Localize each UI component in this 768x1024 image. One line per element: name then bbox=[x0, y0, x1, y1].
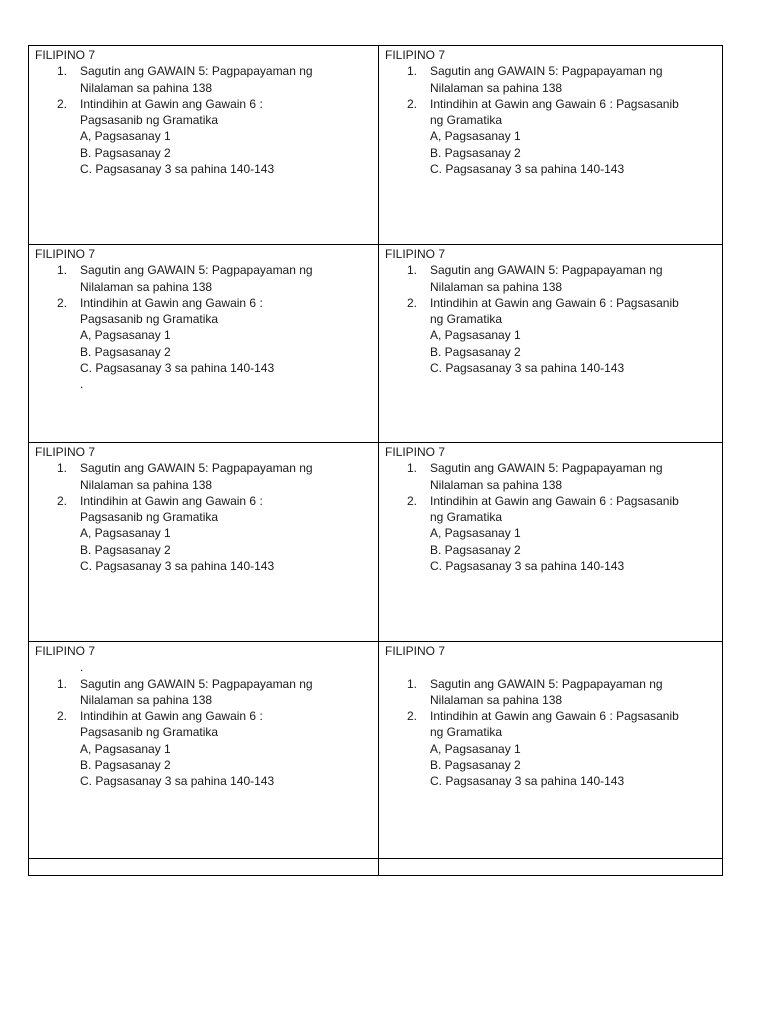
task-text: Pagsasanib ng Gramatika bbox=[80, 725, 219, 740]
exercise-line: C. Pagsasanay 3 sa pahina 140-143 bbox=[430, 361, 625, 376]
task-number: 1. bbox=[57, 64, 68, 79]
card-title: FILIPINO 7 bbox=[385, 48, 446, 62]
task-text: Nilalaman sa pahina 138 bbox=[430, 692, 563, 707]
task-item bbox=[385, 708, 716, 741]
task-text: Sagutin ang GAWAIN 5: Pagpapayaman ng bbox=[80, 676, 313, 691]
exercise-line: C. Pagsasanay 3 sa pahina 140-143 bbox=[430, 774, 625, 789]
task-list bbox=[35, 460, 372, 525]
task-number: 2. bbox=[57, 709, 68, 724]
task-text: Intindihin at Gawin ang Gawain 6 : Pagsasanib bbox=[430, 493, 679, 508]
empty-cell bbox=[29, 859, 379, 876]
exercise-line: C. Pagsasanay 3 sa pahina 140-143 bbox=[80, 774, 275, 789]
task-text: Intindihin at Gawin ang Gawain 6 : bbox=[80, 709, 263, 724]
task-item bbox=[35, 262, 372, 295]
exercise-line: B. Pagsasanay 2 bbox=[430, 542, 521, 557]
task-item bbox=[35, 676, 372, 709]
card-title: FILIPINO 7 bbox=[35, 644, 96, 658]
instruction-card bbox=[379, 443, 723, 642]
task-text: Sagutin ang GAWAIN 5: Pagpapayaman ng bbox=[430, 461, 663, 476]
task-text: Nilalaman sa pahina 138 bbox=[430, 279, 563, 294]
task-list bbox=[35, 262, 372, 327]
exercise-line: B. Pagsasanay 2 bbox=[430, 344, 521, 359]
exercise-line: A, Pagsasanay 1 bbox=[430, 741, 521, 756]
task-number: 2. bbox=[407, 295, 418, 310]
task-text: Sagutin ang GAWAIN 5: Pagpapayaman ng bbox=[80, 64, 313, 79]
task-number: 2. bbox=[407, 493, 418, 508]
exercise-line: A, Pagsasanay 1 bbox=[430, 526, 521, 541]
task-text: Nilalaman sa pahina 138 bbox=[430, 477, 563, 492]
task-text: Intindihin at Gawin ang Gawain 6 : Pagsasanib bbox=[430, 709, 679, 724]
task-text: Nilalaman sa pahina 138 bbox=[430, 80, 563, 95]
task-text: Intindihin at Gawin ang Gawain 6 : bbox=[80, 96, 263, 111]
instruction-card bbox=[29, 46, 379, 245]
task-text: ng Gramatika bbox=[430, 113, 503, 128]
task-list bbox=[385, 262, 716, 327]
task-text: Intindihin at Gawin ang Gawain 6 : bbox=[80, 493, 263, 508]
instruction-card bbox=[379, 46, 723, 245]
task-text: Intindihin at Gawin ang Gawain 6 : Pagsasanib bbox=[430, 96, 679, 111]
task-list bbox=[385, 63, 716, 128]
leading-dot: . bbox=[80, 660, 84, 675]
task-item bbox=[385, 96, 716, 129]
task-number: 1. bbox=[57, 461, 68, 476]
task-item bbox=[385, 63, 716, 96]
exercise-line: C. Pagsasanay 3 sa pahina 140-143 bbox=[430, 162, 625, 177]
task-text: Intindihin at Gawin ang Gawain 6 : Pagsasanib bbox=[430, 295, 679, 310]
exercise-line: B. Pagsasanay 2 bbox=[430, 145, 521, 160]
task-number: 2. bbox=[407, 96, 418, 111]
task-item bbox=[385, 493, 716, 526]
task-number: 1. bbox=[407, 676, 418, 691]
task-number: 1. bbox=[407, 263, 418, 278]
instruction-card bbox=[29, 642, 379, 859]
task-item bbox=[385, 460, 716, 493]
exercise-line: A, Pagsasanay 1 bbox=[430, 129, 521, 144]
exercise-line: C. Pagsasanay 3 sa pahina 140-143 bbox=[80, 559, 275, 574]
exercise-line: B. Pagsasanay 2 bbox=[80, 145, 171, 160]
task-number: 1. bbox=[57, 263, 68, 278]
exercise-line: C. Pagsasanay 3 sa pahina 140-143 bbox=[430, 559, 625, 574]
task-item bbox=[35, 708, 372, 741]
task-item bbox=[385, 262, 716, 295]
task-list bbox=[385, 676, 716, 741]
task-text: Sagutin ang GAWAIN 5: Pagpapayaman ng bbox=[80, 263, 313, 278]
task-list bbox=[35, 676, 372, 741]
instruction-card bbox=[379, 245, 723, 443]
task-text: Nilalaman sa pahina 138 bbox=[80, 692, 213, 707]
task-text: Sagutin ang GAWAIN 5: Pagpapayaman ng bbox=[430, 676, 663, 691]
task-number: 2. bbox=[407, 709, 418, 724]
instruction-card bbox=[379, 642, 723, 859]
task-text: Nilalaman sa pahina 138 bbox=[80, 80, 213, 95]
exercise-line: A, Pagsasanay 1 bbox=[80, 129, 171, 144]
task-item bbox=[385, 676, 716, 709]
task-text: Pagsasanib ng Gramatika bbox=[80, 113, 219, 128]
task-number: 2. bbox=[57, 295, 68, 310]
exercise-line: B. Pagsasanay 2 bbox=[80, 758, 171, 773]
task-text: ng Gramatika bbox=[430, 312, 503, 327]
task-item bbox=[35, 63, 372, 96]
task-text: ng Gramatika bbox=[430, 725, 503, 740]
blank-line bbox=[385, 659, 716, 675]
task-text: Pagsasanib ng Gramatika bbox=[80, 510, 219, 525]
task-text: Nilalaman sa pahina 138 bbox=[80, 477, 213, 492]
card-title: FILIPINO 7 bbox=[385, 445, 446, 459]
task-text: Sagutin ang GAWAIN 5: Pagpapayaman ng bbox=[430, 64, 663, 79]
exercise-line: C. Pagsasanay 3 sa pahina 140-143 bbox=[80, 162, 275, 177]
empty-cell bbox=[379, 859, 723, 876]
task-item bbox=[35, 493, 372, 526]
task-item bbox=[385, 295, 716, 328]
task-list bbox=[385, 460, 716, 525]
task-text: Sagutin ang GAWAIN 5: Pagpapayaman ng bbox=[430, 263, 663, 278]
task-text: Nilalaman sa pahina 138 bbox=[80, 279, 213, 294]
card-title: FILIPINO 7 bbox=[35, 48, 96, 62]
exercise-line: A, Pagsasanay 1 bbox=[430, 328, 521, 343]
task-number: 1. bbox=[57, 676, 68, 691]
card-title: FILIPINO 7 bbox=[35, 247, 96, 261]
task-text: Sagutin ang GAWAIN 5: Pagpapayaman ng bbox=[80, 461, 313, 476]
trailing-dot: . bbox=[80, 377, 84, 392]
task-item bbox=[35, 295, 372, 328]
exercise-line: B. Pagsasanay 2 bbox=[80, 542, 171, 557]
task-number: 1. bbox=[407, 64, 418, 79]
instruction-card bbox=[29, 443, 379, 642]
task-number: 1. bbox=[407, 461, 418, 476]
task-number: 2. bbox=[57, 96, 68, 111]
card-title: FILIPINO 7 bbox=[385, 247, 446, 261]
task-text: Pagsasanib ng Gramatika bbox=[80, 312, 219, 327]
task-list bbox=[35, 63, 372, 128]
task-text: ng Gramatika bbox=[430, 510, 503, 525]
exercise-line: C. Pagsasanay 3 sa pahina 140-143 bbox=[80, 361, 275, 376]
instruction-card bbox=[29, 245, 379, 443]
exercise-line: B. Pagsasanay 2 bbox=[430, 758, 521, 773]
task-text: Intindihin at Gawin ang Gawain 6 : bbox=[80, 295, 263, 310]
task-item bbox=[35, 96, 372, 129]
task-item bbox=[35, 460, 372, 493]
card-title: FILIPINO 7 bbox=[35, 445, 96, 459]
task-number: 2. bbox=[57, 493, 68, 508]
exercise-line: A, Pagsasanay 1 bbox=[80, 741, 171, 756]
exercise-line: B. Pagsasanay 2 bbox=[80, 344, 171, 359]
exercise-line: A, Pagsasanay 1 bbox=[80, 328, 171, 343]
instruction-card-grid bbox=[28, 45, 723, 876]
card-title: FILIPINO 7 bbox=[385, 644, 446, 658]
exercise-line: A, Pagsasanay 1 bbox=[80, 526, 171, 541]
